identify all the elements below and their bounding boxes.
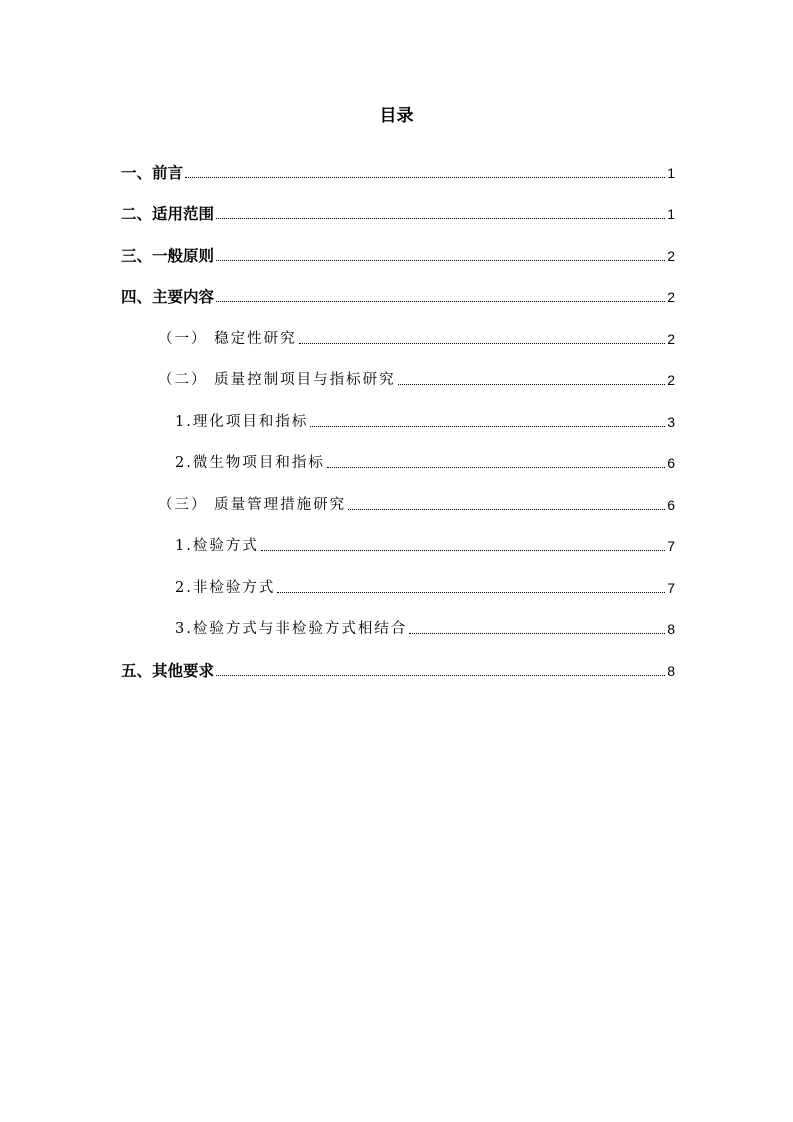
toc-dot-leader [299,343,666,344]
toc-entry-page: 8 [667,621,675,637]
toc-entry-page: 1 [667,206,675,222]
toc-entry-label: 1.检验方式 [175,538,259,554]
toc-entry[interactable] [121,313,675,355]
toc-entry-page: 3 [667,413,675,430]
toc-entry[interactable] [121,272,675,314]
toc-entry-page: 2 [667,289,675,305]
toc-entry-label: （二） 质量控制项目与指标研究 [158,372,396,388]
toc-entry-label: 2.非检验方式 [175,579,276,596]
toc-entry-label: （三） 质量管理措施研究 [158,496,347,513]
toc-entry-label: 二、适用范围 [121,205,215,223]
toc-dot-leader [327,467,665,468]
toc-entry-label: 1.理化项目和指标 [175,413,309,430]
toc-entry[interactable] [121,604,675,646]
toc-entry-label: （一） 稳定性研究 [158,330,297,347]
toc-entry[interactable] [121,230,675,272]
toc-entry-page: 2 [667,372,675,388]
toc-entry[interactable] [121,521,675,563]
toc-entry-page: 2 [667,330,675,347]
toc-dot-leader [277,592,665,593]
toc-entry[interactable] [121,438,675,480]
toc-entry[interactable] [121,147,675,189]
toc-dot-leader [409,633,665,634]
toc-entry-label: 3.检验方式与非检验方式相结合 [175,621,408,637]
toc-dot-leader [348,509,665,510]
toc-entry[interactable] [121,479,675,521]
toc-entry-page: 7 [667,538,675,554]
toc-entry-label: 一、前言 [121,163,184,182]
toc-entry[interactable] [121,355,675,397]
toc-entry-page: 7 [667,579,675,596]
toc-entry-page: 6 [667,455,675,471]
toc-entry-page: 1 [667,164,675,181]
toc-dot-leader [216,218,665,219]
toc-entry-label: 四、主要内容 [121,288,215,306]
toc-dot-leader [216,260,665,261]
toc-dot-leader [216,301,665,302]
toc-entry-label: 五、其他要求 [121,661,215,680]
toc-dot-leader [185,177,665,178]
toc-dot-leader [216,675,665,676]
toc-entry-label: 三、一般原则 [121,246,215,265]
toc-list [121,147,675,687]
toc-entry[interactable] [121,396,675,438]
toc-entry[interactable] [121,189,675,231]
toc-dot-leader [398,384,666,385]
toc-dot-leader [310,426,665,427]
toc-entry[interactable] [121,645,675,687]
toc-title: 目录 [379,106,414,126]
toc-entry[interactable] [121,562,675,604]
toc-entry-page: 2 [667,247,675,264]
toc-entry-label: 2.微生物项目和指标 [175,455,325,471]
toc-entry-page: 8 [667,662,675,679]
toc-entry-page: 6 [667,496,675,513]
toc-dot-leader [261,550,665,551]
